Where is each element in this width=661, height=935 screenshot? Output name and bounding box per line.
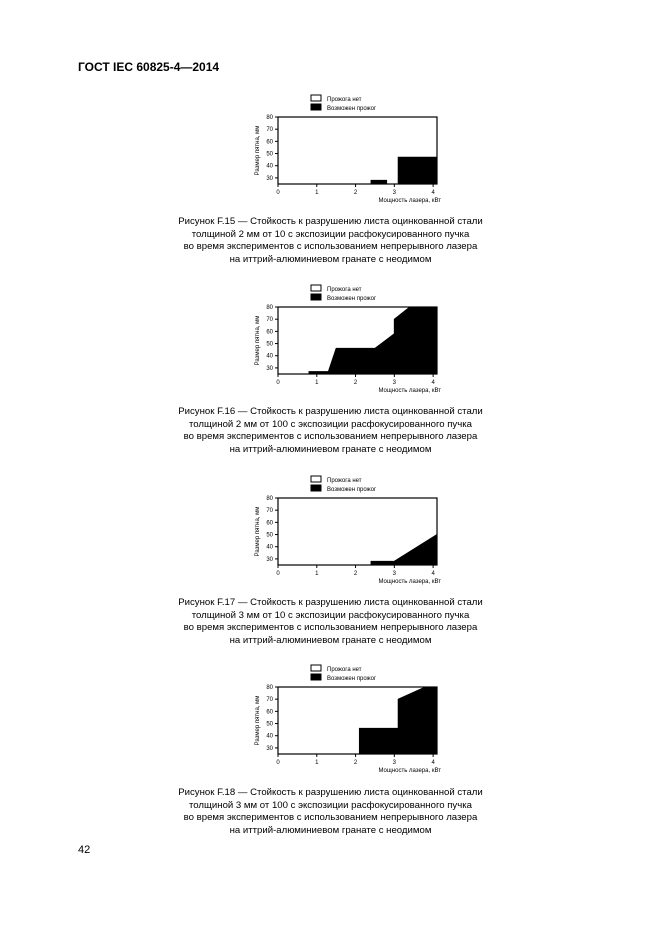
- x-tick-label: 2: [353, 380, 358, 386]
- y-axis-label: Размер пятна, мм: [255, 125, 261, 176]
- area-chart: [0, 92, 661, 212]
- x-tick-label: 2: [353, 190, 358, 196]
- x-tick-label: 4: [431, 571, 435, 577]
- x-tick-label: 3: [392, 760, 397, 766]
- y-tick-label: 80: [266, 685, 273, 691]
- burn-area: [278, 687, 437, 754]
- y-tick-label: 80: [266, 115, 273, 121]
- caption-line: толщиной 2 мм от 10 с экспозиции расфокусированного пучка: [191, 228, 470, 240]
- caption-line: толщиной 3 мм от 10 с экспозиции расфокусированного пучка: [191, 609, 470, 621]
- legend-label: Прожога нет: [327, 97, 362, 103]
- caption-line: во время экспериментов с использованием непрерывного лазера: [183, 812, 478, 824]
- caption-line: Рисунок F.18 — Стойкость к разрушению листа оцинкованной стали: [178, 787, 483, 798]
- y-tick-label: 60: [266, 520, 273, 527]
- figure-f17: [0, 473, 661, 593]
- caption-line: толщиной 3 мм от 100 с экспозиции расфокусированного пучка: [189, 799, 472, 811]
- caption-line: Рисунок F.16 — Стойкость к разрушению листа оцинкованной стали: [178, 406, 483, 417]
- legend-swatch: [311, 476, 321, 482]
- x-tick-label: 3: [392, 190, 397, 196]
- x-tick-label: 2: [353, 760, 358, 766]
- legend-swatch: [311, 485, 321, 491]
- y-axis-label: Размер пятна, мм: [255, 506, 261, 557]
- y-tick-label: 30: [266, 556, 273, 563]
- figure-f16: [0, 282, 661, 402]
- x-tick-label: 4: [431, 380, 435, 386]
- y-axis-label: Размер пятна, мм: [255, 315, 261, 366]
- burn-area: [278, 307, 437, 374]
- y-tick-label: 50: [266, 151, 273, 158]
- figure-caption: [0, 406, 661, 456]
- caption-line: во время экспериментов с использованием непрерывного лазера: [183, 622, 478, 634]
- figure-f15: [0, 92, 661, 212]
- x-tick-label: 3: [392, 380, 397, 386]
- figure-f18: [0, 662, 661, 782]
- x-tick-label: 4: [431, 190, 435, 196]
- caption-line: во время экспериментов с использованием непрерывного лазера: [183, 431, 478, 443]
- x-axis-label: Мощность лазера, кВт: [378, 388, 441, 394]
- x-tick-label: 1: [315, 760, 319, 766]
- legend-swatch: [311, 95, 321, 101]
- figure-caption: [0, 787, 661, 837]
- caption-line: Рисунок F.15 — Стойкость к разрушению листа оцинкованной стали: [178, 216, 483, 227]
- y-tick-label: 40: [266, 163, 273, 170]
- legend-label: Прожога нет: [327, 287, 362, 293]
- caption-line: на иттрий-алюминиевом гранате с неодимом: [229, 443, 432, 455]
- legend-label: Возможен прожог: [327, 487, 377, 493]
- y-tick-label: 50: [266, 532, 273, 539]
- y-tick-label: 30: [266, 365, 273, 372]
- caption-line: на иттрий-алюминиевом гранате с неодимом: [229, 253, 432, 265]
- figure-caption: [0, 216, 661, 266]
- y-tick-label: 40: [266, 544, 273, 551]
- y-tick-label: 70: [266, 697, 273, 704]
- caption-line: на иттрий-алюминиевом гранате с неодимом: [229, 824, 432, 836]
- y-tick-label: 60: [266, 139, 273, 146]
- legend-swatch: [311, 665, 321, 671]
- y-tick-label: 30: [266, 745, 273, 752]
- legend-label: Прожога нет: [327, 478, 362, 484]
- legend-label: Возможен прожог: [327, 296, 377, 302]
- y-tick-label: 50: [266, 341, 273, 348]
- x-tick-label: 1: [315, 190, 319, 196]
- figure-caption: [0, 597, 661, 647]
- page-number: 42: [78, 844, 91, 856]
- x-axis-label: Мощность лазера, кВт: [378, 198, 441, 204]
- legend-swatch: [311, 285, 321, 291]
- x-tick-label: 4: [431, 760, 435, 766]
- y-tick-label: 70: [266, 317, 273, 324]
- legend-swatch: [311, 104, 321, 110]
- y-tick-label: 70: [266, 508, 273, 515]
- x-axis-label: Мощность лазера, кВт: [378, 579, 441, 585]
- x-tick-label: 0: [276, 380, 280, 386]
- x-tick-label: 0: [276, 760, 280, 766]
- y-tick-label: 70: [266, 127, 273, 134]
- y-tick-label: 80: [266, 305, 273, 311]
- legend-label: Возможен прожог: [327, 676, 377, 682]
- x-tick-label: 2: [353, 571, 358, 577]
- area-chart: [0, 473, 661, 593]
- caption-line: толщиной 2 мм от 100 с экспозиции расфокусированного пучка: [189, 418, 472, 430]
- burn-area: [278, 157, 437, 184]
- y-tick-label: 80: [266, 496, 273, 502]
- legend-label: Прожога нет: [327, 667, 362, 673]
- y-tick-label: 60: [266, 329, 273, 336]
- x-tick-label: 0: [276, 571, 280, 577]
- legend-swatch: [311, 294, 321, 300]
- x-axis-label: Мощность лазера, кВт: [378, 768, 441, 774]
- y-axis-label: Размер пятна, мм: [255, 695, 261, 746]
- legend-swatch: [311, 674, 321, 680]
- y-tick-label: 30: [266, 175, 273, 182]
- caption-line: во время экспериментов с использованием непрерывного лазера: [183, 241, 478, 253]
- y-tick-label: 60: [266, 709, 273, 716]
- x-tick-label: 3: [392, 571, 397, 577]
- caption-line: Рисунок F.17 — Стойкость к разрушению листа оцинкованной стали: [178, 597, 483, 608]
- document-header: ГОСТ IEC 60825-4—2014: [78, 60, 220, 74]
- y-tick-label: 40: [266, 733, 273, 740]
- x-tick-label: 1: [315, 380, 319, 386]
- y-tick-label: 40: [266, 353, 273, 360]
- area-chart: [0, 662, 661, 782]
- y-tick-label: 50: [266, 721, 273, 728]
- x-tick-label: 0: [276, 190, 280, 196]
- x-tick-label: 1: [315, 571, 319, 577]
- caption-line: на иттрий-алюминиевом гранате с неодимом: [229, 634, 432, 646]
- area-chart: [0, 282, 661, 402]
- legend-label: Возможен прожог: [327, 106, 377, 112]
